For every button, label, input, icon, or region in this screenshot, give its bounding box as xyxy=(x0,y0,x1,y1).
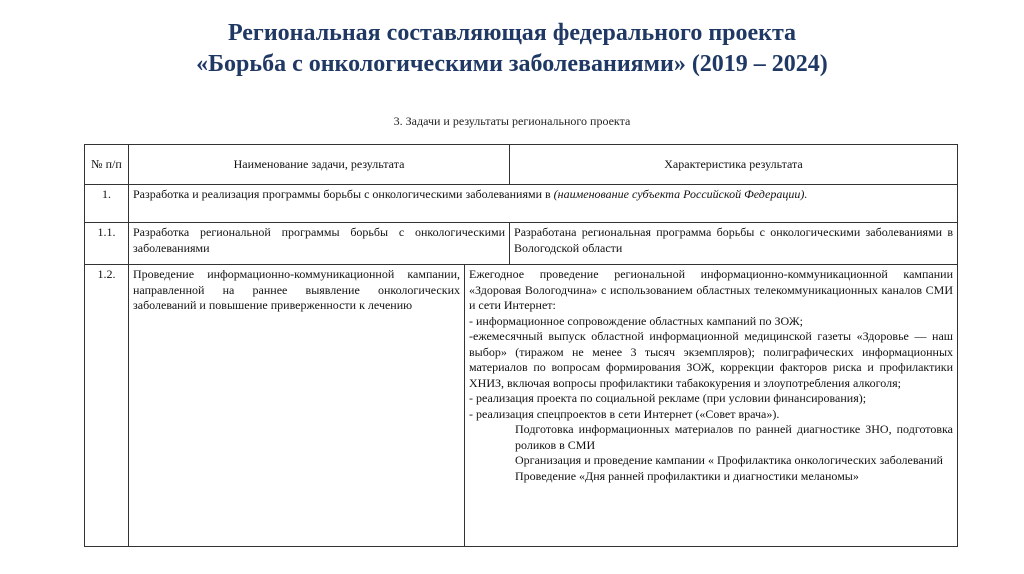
title-line-2: «Борьба с онкологическими заболеваниями» (2019 – 2024) xyxy=(196,51,828,77)
tasks-results-table xyxy=(84,144,958,547)
row3-result-item: - реализация проекта по социальной рекламе (при условии финансирования); xyxy=(469,391,867,405)
row3-result-item: - реализация спецпроектов в сети Интернет («Совет врача»). xyxy=(469,406,780,421)
row1-text xyxy=(129,185,958,223)
row3-result xyxy=(465,265,958,547)
page-title xyxy=(0,18,1024,80)
row1-text-main: Разработка и реализация программы борьбы с онкологическими заболеваниями в xyxy=(133,187,551,201)
row1-num: 1. xyxy=(85,185,129,223)
table-header-row xyxy=(85,145,958,185)
header-task: Наименование задачи, результата xyxy=(129,145,510,185)
row3-num: 1.2. xyxy=(85,265,129,547)
header-result: Характеристика результата xyxy=(510,145,958,185)
row3-result-intro: Ежегодное проведение региональной информационно-коммуникационной кампании «Здоровая Вологодчина» с использованием областных телекоммуникационных каналов СМИ и сети Интернет: xyxy=(469,267,954,312)
row3-result-indented: Подготовка информационных материалов по ранней диагностике ЗНО, подготовка роликов в СМИ xyxy=(515,422,954,452)
title-line-1: Региональная составляющая федерального проекта xyxy=(227,20,797,46)
row3-result-item: -ежемесячный выпуск областной информационной медицинской газеты «Здоровье — наш выбор» (тиражом не менее 3 тысяч экземпляров); полиграфических информационных материалов по вопросам формирования ЗОЖ, коррекции факторов риска и профилактики ХНИЗ, включая вопросы профилактики табакокурения и злоупотребления алкоголя; xyxy=(469,329,954,390)
row2-result: Разработана региональная программа борьбы с онкологическими заболеваниями в Вологодской области xyxy=(510,223,958,265)
header-num: № п/п xyxy=(85,145,129,185)
row1-text-italic: (наименование субъекта Российской Федерации). xyxy=(553,187,808,201)
row3-task: Проведение информационно-коммуникационной кампании, направленной на раннее выявление онкологических заболеваний и повышение приверженности к лечению xyxy=(129,265,465,547)
row3-result-indented: Организация и проведение кампании « Профилактика онкологических заболеваний xyxy=(515,453,943,467)
row2-num: 1.1. xyxy=(85,223,129,265)
row3-result-indented: Проведение «Дня ранней профилактики и диагностики меланомы» xyxy=(515,468,859,483)
table-row xyxy=(85,223,958,265)
table-row xyxy=(85,185,958,223)
table-row xyxy=(85,265,958,547)
row2-task: Разработка региональной программы борьбы с онкологическими заболеваниями xyxy=(129,223,510,265)
row3-result-item: - информационное сопровождение областных кампаний по ЗОЖ; xyxy=(469,313,804,328)
section-caption: 3. Задачи и результаты регионального проекта xyxy=(393,114,631,128)
